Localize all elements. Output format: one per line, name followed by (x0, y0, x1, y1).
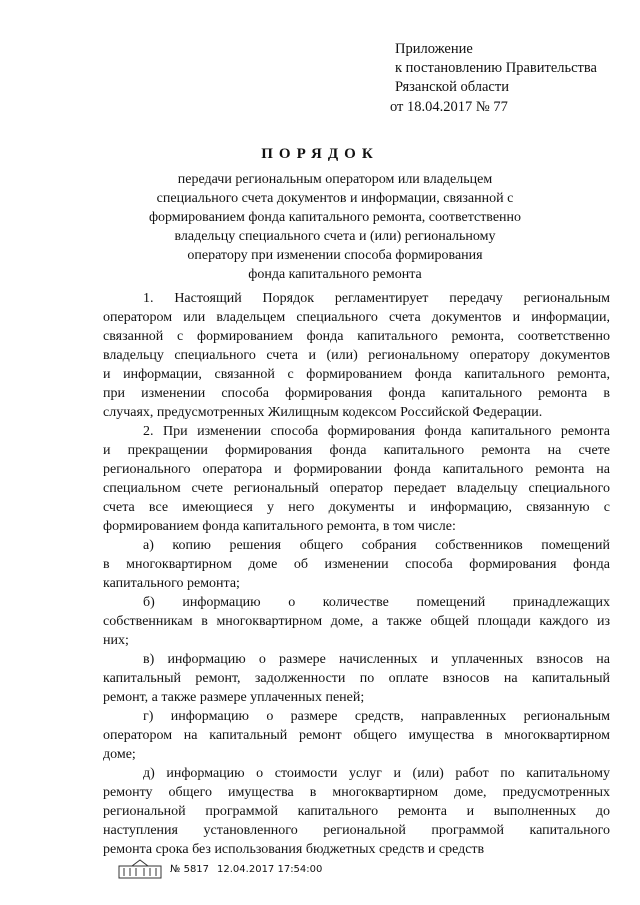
text-line: счета все имеющиеся у него документы и информацию, связанную с (103, 500, 610, 515)
text-line: а) копию решения общего собрания собственников помещений (143, 538, 610, 553)
paragraph-2 (103, 422, 610, 536)
annex-line: к постановлению Правительства (395, 60, 597, 76)
footer-number: № 5817 (170, 863, 210, 875)
item-b (103, 593, 610, 650)
text-line: них; (103, 633, 129, 648)
item-c (103, 650, 610, 707)
text-line: оператором на капитальный ремонт общего имущества в многоквартирном (103, 728, 610, 743)
item-a (103, 536, 610, 593)
text-line: специальном счете региональный оператор передает владельцу специального (103, 481, 610, 496)
subtitle-line: формированием фонда капитального ремонта, соответственно (148, 210, 522, 225)
subtitle-line: специального счета документов и информации, связанной с (156, 191, 514, 206)
text-line: в многоквартирном доме об изменении способа формирования фонда (103, 557, 610, 572)
text-line: ремонт, а также размере уплаченных пеней; (103, 690, 365, 705)
subtitle-line: передачи региональным оператором или владельцем (177, 172, 493, 187)
annex-line: Приложение (395, 41, 473, 57)
annex-date: от 18.04.2017 № 77 (390, 99, 508, 115)
footer-timestamp: 12.04.2017 17:54:00 (217, 863, 323, 875)
text-line: случаях, предусмотренных Жилищным кодексом Российской Федерации. (103, 405, 543, 420)
stamp-icon (118, 858, 162, 880)
text-line: 1. Настоящий Порядок регламентирует передачу региональным (143, 291, 610, 306)
paragraph-1 (103, 289, 610, 422)
text-line: наступления установленного региональной программой капитального (103, 823, 610, 838)
text-line: и информации, связанной с формированием фонда капитального ремонта, (103, 367, 610, 382)
text-line: д) информацию о стоимости услуг и (или) работ по капитальному (143, 766, 610, 781)
footer-stamp (118, 858, 322, 880)
item-g (103, 707, 610, 764)
text-line: владельцу специального счета и (или) региональному оператору документов (103, 348, 610, 363)
text-line: в) информацию о размере начисленных и уплаченных взносов на (143, 652, 610, 667)
subtitle-line: фонда капитального ремонта (248, 267, 422, 282)
annex-line: Рязанской области (395, 79, 509, 95)
text-line: доме; (103, 747, 136, 762)
text-line: регионального оператора и формировании фонда капитального ремонта на (103, 462, 610, 477)
text-line: региональной программой капитального ремонта и выполненных до (103, 804, 610, 819)
item-d (103, 764, 610, 859)
text-line: ремонта срока без использования бюджетных средств и средств (103, 842, 485, 857)
text-line: формированием фонда капитального ремонта, в том числе: (103, 519, 456, 534)
text-line: оператором или владельцем специального счета документов и информации, (103, 310, 610, 325)
text-line: г) информацию о размере средств, направленных региональным (143, 709, 610, 724)
text-line: 2. При изменении способа формирования фонда капитального ремонта (143, 424, 610, 439)
text-line: при изменении способа формирования фонда капитального ремонта в (103, 386, 610, 401)
annex-block (395, 40, 597, 97)
text-line: капитальный ремонт, задолженности по оплате взносов на капитальный (103, 671, 610, 686)
subtitle-line: владельцу специального счета и (или) региональному (174, 229, 496, 244)
text-line: б) информацию о количестве помещений принадлежащих (143, 595, 610, 610)
text-line: собственникам в многоквартирном доме, а также общей площади каждого из (103, 614, 610, 629)
document-subtitle (140, 170, 530, 284)
text-line: ремонту общего имущества в многоквартирном доме, предусмотренных (103, 785, 610, 800)
text-line: капитального ремонта; (103, 576, 240, 591)
text-line: и прекращении формирования фонда капитального ремонта на счете (103, 443, 610, 458)
text-line: связанной с формированием фонда капитального ремонта, соответственно (103, 329, 610, 344)
subtitle-line: оператору при изменении способа формирования (187, 248, 483, 263)
document-body (103, 289, 610, 859)
document-title: ПОРЯДОК (261, 146, 379, 162)
